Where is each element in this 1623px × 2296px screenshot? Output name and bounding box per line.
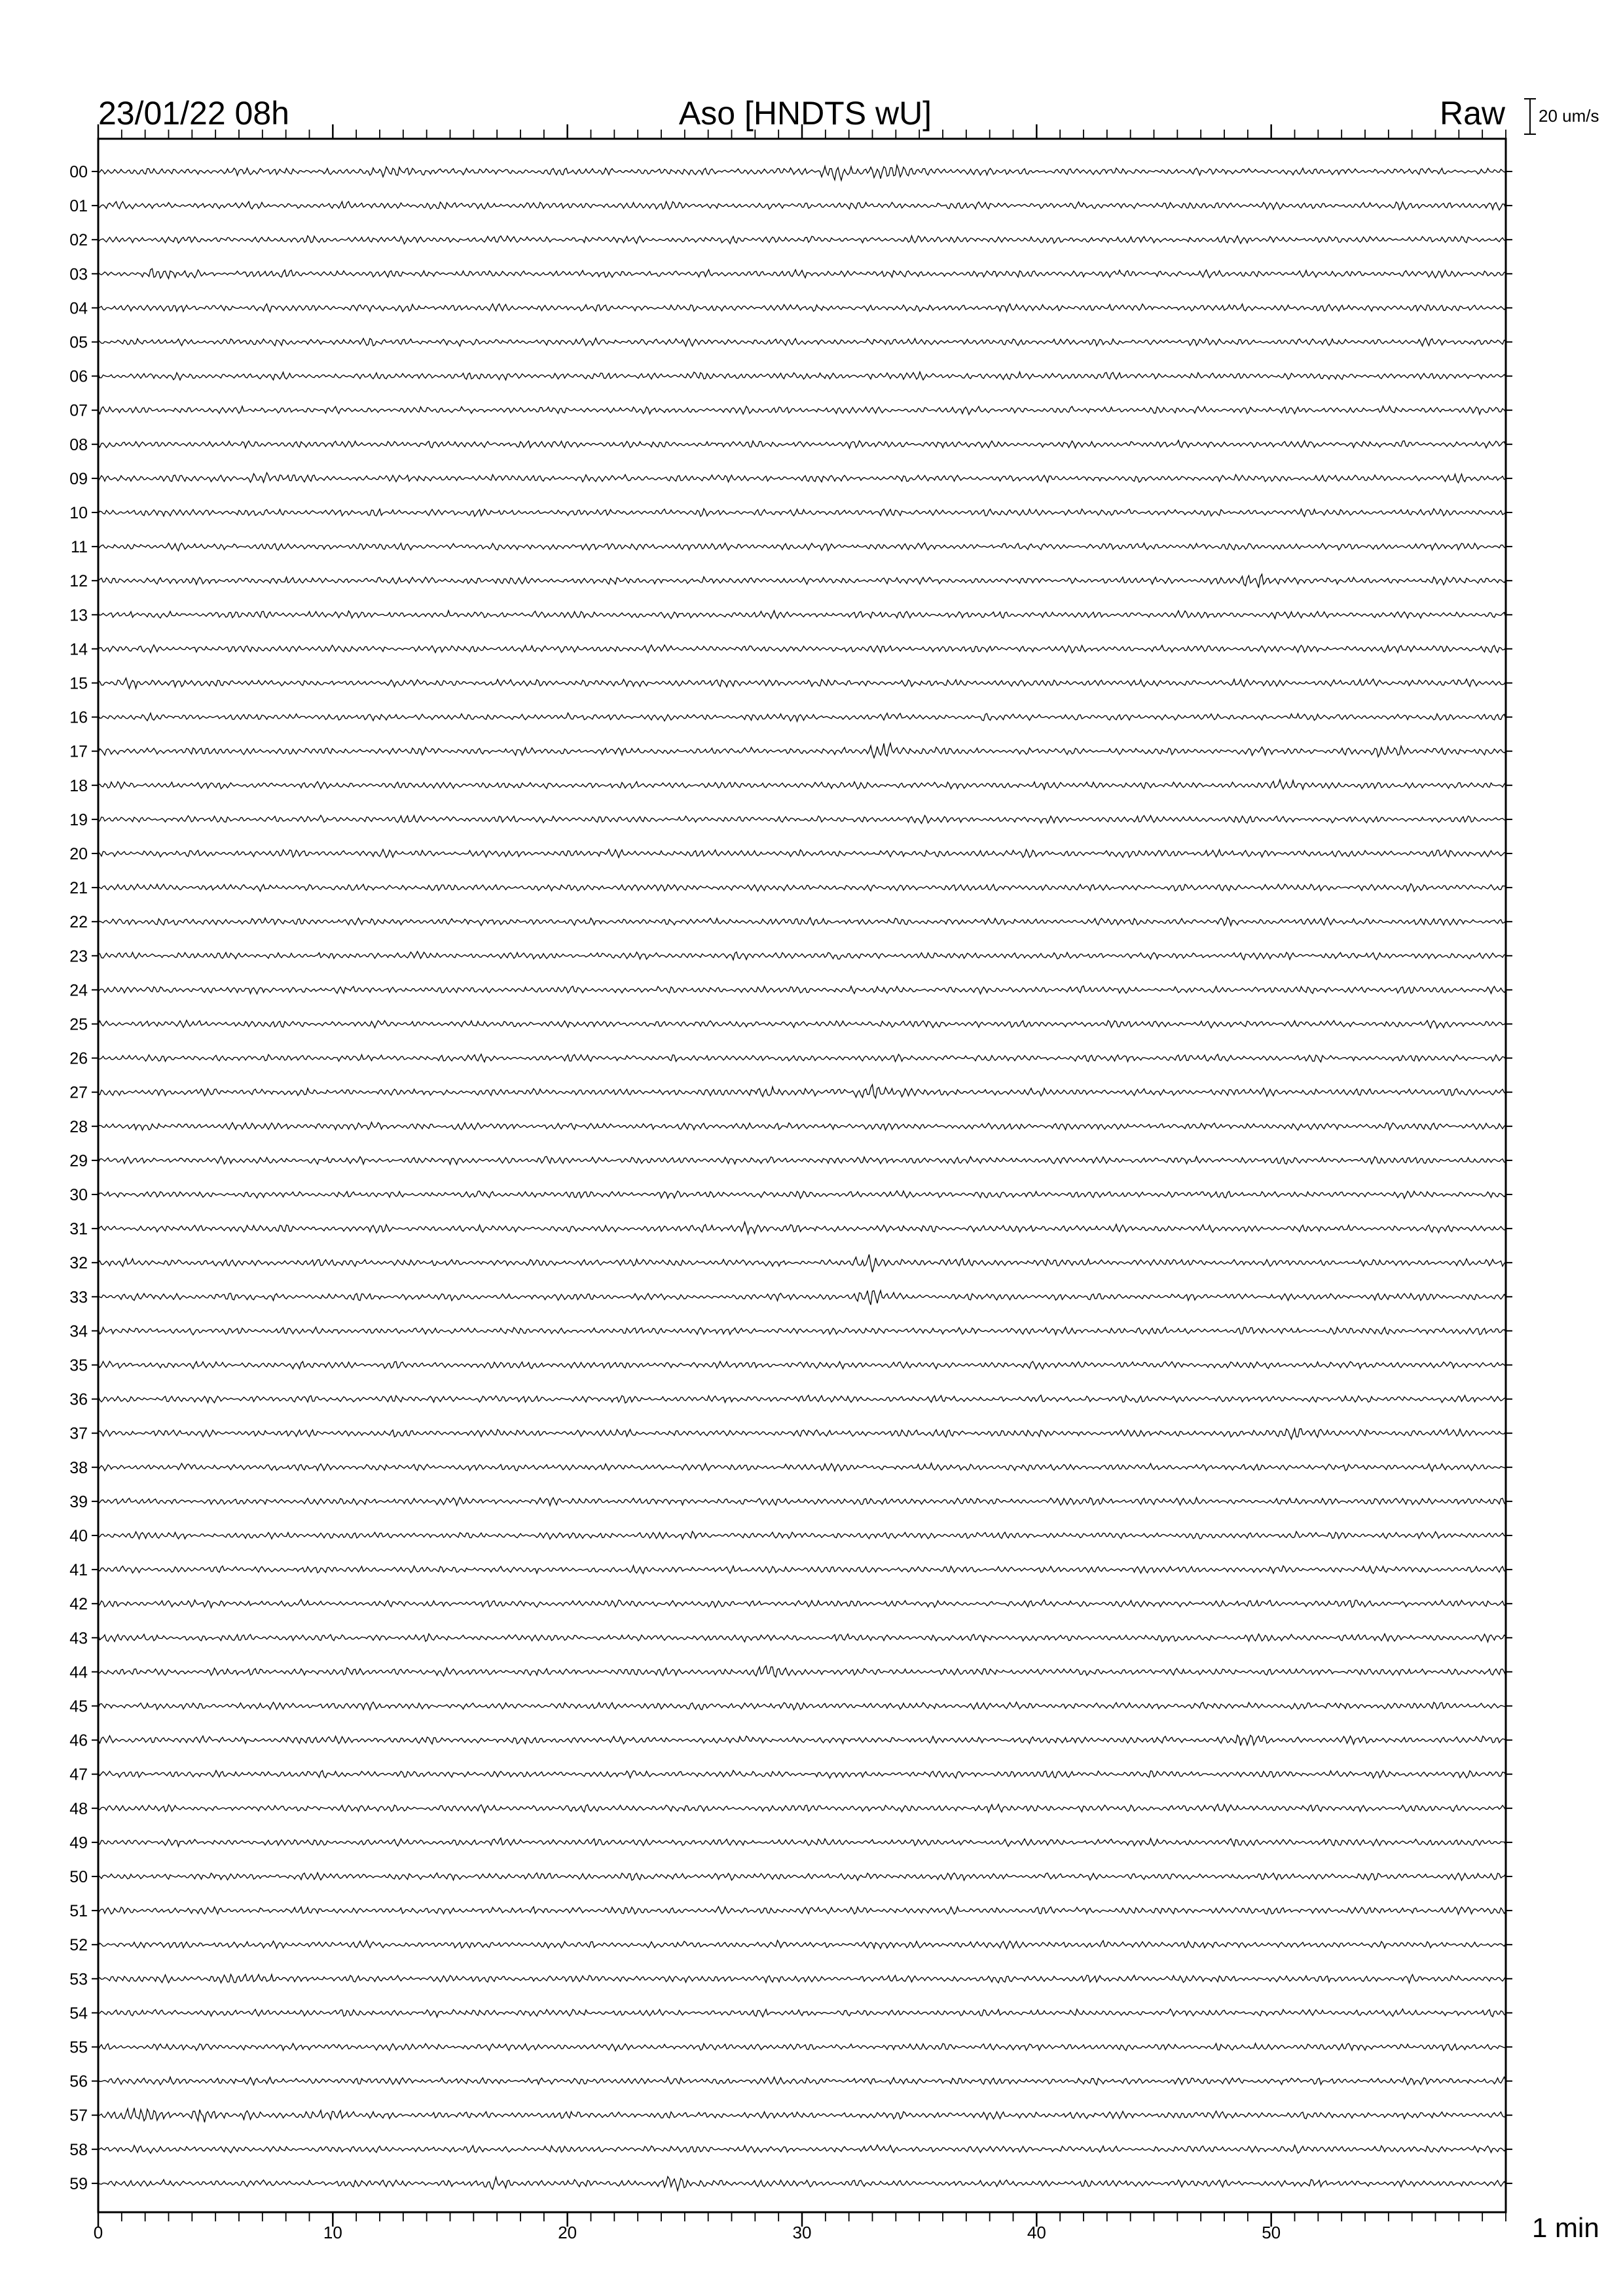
row-label-59: 59	[69, 2174, 88, 2193]
row-label-21: 21	[69, 879, 88, 898]
trace-row-37	[98, 1429, 1506, 1439]
trace-row-33	[98, 1291, 1506, 1305]
trace-row-48	[98, 1804, 1506, 1813]
trace-row-19	[98, 816, 1506, 823]
row-label-04: 04	[69, 299, 88, 318]
row-label-56: 56	[69, 2072, 88, 2091]
trace-row-09	[98, 473, 1506, 482]
scale-label: 20 um/s	[1539, 106, 1599, 126]
row-label-26: 26	[69, 1049, 88, 1068]
row-label-53: 53	[69, 1970, 88, 1989]
row-label-31: 31	[69, 1220, 88, 1239]
trace-row-49	[98, 1838, 1506, 1846]
row-label-22: 22	[69, 913, 88, 932]
plot-frame	[98, 139, 1506, 2212]
trace-row-31	[98, 1222, 1506, 1234]
trace-row-27	[98, 1085, 1506, 1098]
trace-row-43	[98, 1634, 1506, 1642]
row-label-47: 47	[69, 1765, 88, 1784]
trace-row-39	[98, 1498, 1506, 1506]
row-label-08: 08	[69, 435, 88, 454]
x-tick-label-0: 0	[93, 2223, 103, 2242]
trace-row-40	[98, 1532, 1506, 1539]
row-label-13: 13	[69, 606, 88, 625]
trace-row-50	[98, 1873, 1506, 1880]
row-label-00: 00	[69, 163, 88, 181]
trace-row-06	[98, 372, 1506, 380]
row-label-25: 25	[69, 1015, 88, 1034]
x-tick-label-50: 50	[1262, 2223, 1281, 2242]
row-label-32: 32	[69, 1254, 88, 1273]
x-axis-unit-label: 1 min	[1532, 2212, 1599, 2243]
trace-row-23	[98, 952, 1506, 960]
trace-row-57	[98, 2108, 1506, 2123]
trace-row-00	[98, 165, 1506, 180]
row-label-50: 50	[69, 1868, 88, 1886]
row-label-38: 38	[69, 1458, 88, 1477]
trace-row-36	[98, 1395, 1506, 1403]
row-label-18: 18	[69, 776, 88, 795]
row-label-36: 36	[69, 1390, 88, 1409]
row-label-09: 09	[69, 469, 88, 488]
row-label-group	[69, 163, 1512, 2193]
trace-row-44	[98, 1666, 1506, 1677]
trace-row-28	[98, 1122, 1506, 1130]
row-label-19: 19	[69, 810, 88, 829]
trace-row-18	[98, 780, 1506, 789]
trace-row-03	[98, 268, 1506, 278]
row-label-44: 44	[69, 1663, 88, 1682]
row-label-24: 24	[69, 981, 88, 1000]
row-label-17: 17	[69, 742, 88, 761]
trace-row-05	[98, 338, 1506, 346]
trace-row-55	[98, 2043, 1506, 2051]
trace-row-26	[98, 1054, 1506, 1062]
row-label-16: 16	[69, 708, 88, 727]
trace-row-51	[98, 1907, 1506, 1914]
trace-row-54	[98, 2009, 1506, 2017]
row-label-30: 30	[69, 1186, 88, 1204]
trace-row-35	[98, 1361, 1506, 1369]
row-label-42: 42	[69, 1595, 88, 1614]
trace-row-15	[98, 678, 1506, 689]
row-label-57: 57	[69, 2106, 88, 2125]
row-label-43: 43	[69, 1629, 88, 1648]
trace-row-46	[98, 1735, 1506, 1746]
trace-row-10	[98, 509, 1506, 516]
date-hour-label: 23/01/22 08h	[98, 95, 289, 132]
scale-bar	[1529, 98, 1531, 135]
row-label-58: 58	[69, 2140, 88, 2159]
row-label-49: 49	[69, 1833, 88, 1852]
row-label-15: 15	[69, 674, 88, 693]
row-label-37: 37	[69, 1424, 88, 1443]
row-label-40: 40	[69, 1527, 88, 1545]
row-label-10: 10	[69, 504, 88, 522]
row-label-01: 01	[69, 197, 88, 216]
row-label-14: 14	[69, 640, 88, 659]
trace-row-16	[98, 713, 1506, 721]
trace-row-34	[98, 1327, 1506, 1335]
row-label-41: 41	[69, 1561, 88, 1580]
row-label-55: 55	[69, 2038, 88, 2057]
trace-group	[98, 165, 1506, 2191]
trace-row-24	[98, 986, 1506, 994]
tick-label-group	[94, 2223, 1281, 2242]
trace-row-25	[98, 1020, 1506, 1028]
trace-row-11	[98, 543, 1506, 550]
trace-row-12	[98, 574, 1506, 588]
row-label-06: 06	[69, 367, 88, 386]
trace-row-30	[98, 1191, 1506, 1198]
row-label-46: 46	[69, 1731, 88, 1750]
trace-row-53	[98, 1974, 1506, 1982]
row-label-34: 34	[69, 1322, 88, 1341]
trace-row-07	[98, 406, 1506, 415]
trace-row-45	[98, 1702, 1506, 1710]
row-label-28: 28	[69, 1117, 88, 1136]
x-tick-label-40: 40	[1027, 2223, 1046, 2242]
trace-row-04	[98, 304, 1506, 312]
x-tick-label-10: 10	[323, 2223, 342, 2242]
trace-row-56	[98, 2077, 1506, 2085]
trace-row-22	[98, 918, 1506, 926]
row-label-48: 48	[69, 1799, 88, 1818]
trace-row-01	[98, 202, 1506, 210]
row-label-27: 27	[69, 1083, 88, 1102]
trace-row-42	[98, 1600, 1506, 1608]
trace-row-02	[98, 236, 1506, 243]
trace-row-52	[98, 1941, 1506, 1949]
row-label-05: 05	[69, 333, 88, 352]
trace-row-13	[98, 611, 1506, 619]
row-label-03: 03	[69, 265, 88, 284]
row-label-33: 33	[69, 1288, 88, 1307]
row-label-23: 23	[69, 947, 88, 966]
row-label-07: 07	[69, 401, 88, 420]
row-label-20: 20	[69, 845, 88, 863]
x-tick-label-30: 30	[792, 2223, 812, 2242]
trace-row-29	[98, 1157, 1506, 1164]
row-label-54: 54	[69, 2004, 88, 2023]
station-title: Aso [HNDTS wU]	[678, 95, 932, 132]
row-label-51: 51	[69, 1902, 88, 1921]
row-label-39: 39	[69, 1492, 88, 1511]
trace-row-32	[98, 1255, 1506, 1272]
trace-row-47	[98, 1770, 1506, 1778]
mode-label: Raw	[1439, 95, 1505, 132]
row-label-12: 12	[69, 572, 88, 591]
row-label-11: 11	[71, 538, 88, 557]
trace-row-59	[98, 2177, 1506, 2191]
trace-row-58	[98, 2145, 1506, 2153]
trace-row-14	[98, 645, 1506, 653]
row-label-02: 02	[69, 231, 88, 250]
trace-row-21	[98, 884, 1506, 891]
trace-row-38	[98, 1463, 1506, 1471]
row-label-29: 29	[69, 1151, 88, 1170]
trace-row-08	[98, 440, 1506, 448]
row-label-45: 45	[69, 1697, 88, 1716]
row-label-52: 52	[69, 1936, 88, 1955]
trace-row-41	[98, 1566, 1506, 1573]
trace-row-20	[98, 850, 1506, 858]
row-label-35: 35	[69, 1356, 88, 1375]
x-tick-label-20: 20	[558, 2223, 577, 2242]
trace-row-17	[98, 744, 1506, 758]
